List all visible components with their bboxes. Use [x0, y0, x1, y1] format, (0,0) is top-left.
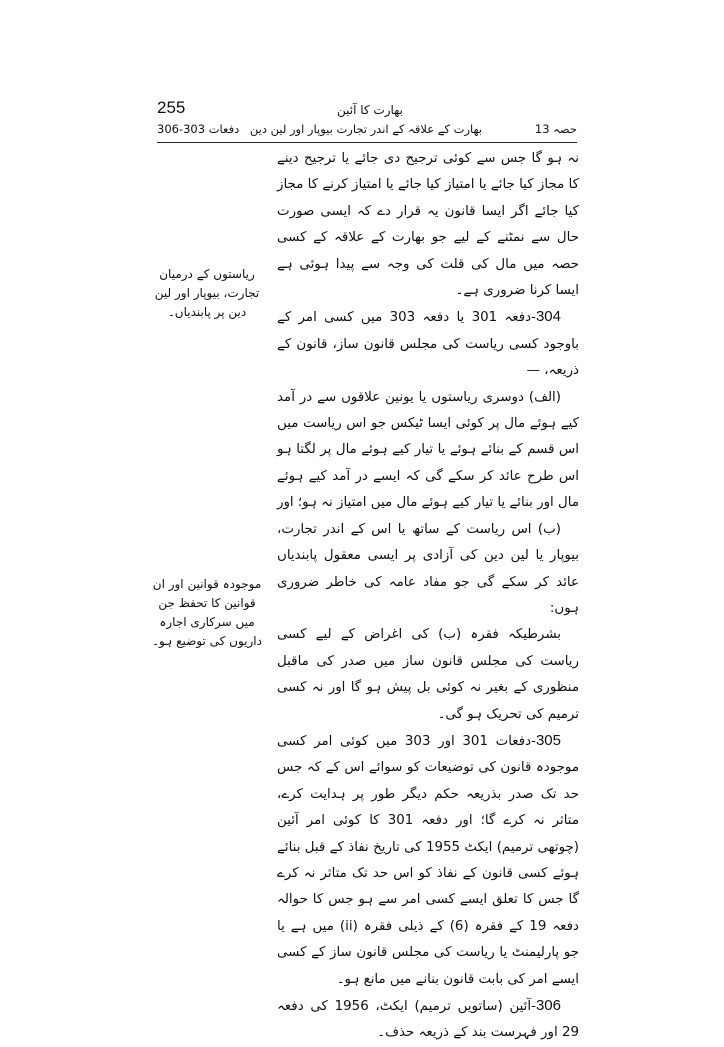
margin-note-304: ریاستوں کے درمیان تجارت، بیوپار اور لین دین پر پابندیاں۔	[154, 267, 260, 319]
clause-b: (ب) اس ریاست کے ساتھ یا اس کے اندر تجارت، بیوپار یا لین دین کی آزادی پر ایسی معقول پابندیاں عائد کر سکے گی جو مفاد عامہ کی خاطر ضروری ہوں:	[277, 521, 579, 616]
article-306	[277, 993, 579, 1047]
running-header	[157, 122, 577, 140]
article-305-number: 305	[535, 731, 561, 749]
article-304-text: -دفعہ 301 یا دفعہ 303 میں کسی امر کے باوجود کسی ریاست کی مجلس قانون ساز، قانون کے ذریعہ، —	[277, 310, 579, 379]
article-306-text: -آئین (ساتویں ترمیم) ایکٹ، 1956 کی دفعہ 29 اور فہرست بند کے ذریعہ حذف۔	[277, 999, 579, 1041]
article-305-text: -دفعات 301 اور 303 میں کوئی امر کسی موجودہ قانون کی توضیعات کو سوائے اس کے کہ جس حد تک صدر بذریعہ حکم دیگر طور پر ہدایت کرے، متاثر نہ کرے گا؛ اور دفعہ 301 کا کوئی امر آئین (چوتھی ترمیم) ایکٹ 1955 کی تاریخ نفاذ کے قبل بنائے ہوئے کسی قانون کے نفاذ کو اس حد تک متاثر نہ کرے گا جس کا تعلق ایسے کسی امر سے ہو جس کا حوالہ دفعہ 19 کے فقرہ (6) کے ذیلی فقرہ (ii) میں ہے یا جو پارلیمنٹ یا ریاست کی مجلس قانون ساز کے کسی ایسے امر کی بابت قانون بنانے میں مانع ہو۔	[277, 733, 580, 987]
margin-note-305: موجودہ قوانین اور ان قوانین کا تحفظ جن میں سرکاری اجارہ داریوں کی توضیع ہو۔	[152, 577, 262, 648]
running-header-title: بھارت کا آئین	[336, 103, 404, 117]
article-304-number: 304	[535, 308, 561, 326]
article-306-number: 306	[535, 997, 561, 1014]
article-305	[277, 728, 579, 993]
main-text-column	[277, 146, 579, 1047]
clause-a: (الف) دوسری ریاستوں یا یونین علاقوں سے در آمد کیے ہوئے مال پر کوئی ایسا ٹیکس جو اس ریاست میں اس قسم کے بنائے ہوئے یا تیار کیے ہوئے مال پر لگتا ہو اس طرح عائد کر سکے گی کہ ایسے در آمد کیے ہوئے مال اور بنائے یا تیار کیے ہوئے مال میں امتیاز نہ ہو؛ اور	[276, 389, 579, 511]
page-number: 255	[157, 98, 186, 117]
proviso: بشرطیکہ فقرہ (ب) کی اغراض کے لیے کسی ریاست کی مجلس قانون ساز میں صدر کی ماقبل منظوری کے بغیر نہ کوئی بل پیش ہو گا اور نہ کسی ترمیم کی تحریک ہو گی۔	[277, 627, 579, 722]
header-part-label: حصہ 13	[534, 122, 577, 136]
article-304	[277, 304, 579, 384]
header-section-range: دفعات 303-306	[157, 122, 240, 136]
header-divider	[157, 142, 577, 143]
header-subtitle: بھارت کے علاقہ کے اندر تجارت بیوپار اور لین دین	[249, 122, 482, 136]
paragraph-continuation: نہ ہو گا جس سے کوئی ترجیح دی جائے یا ترجیح دینے کا مجاز کیا جائے یا امتیاز کیا جائے یا امتیاز کرنے کا مجاز کیا جائے اگر ایسا قانون یہ قرار دے کہ ایسی صورت حال سے نمٹنے کے لیے جو بھارت کے علاقہ کے کسی حصہ میں مال کی قلت کی وجہ سے پیدا ہوئی ہے ایسا کرنا ضروری ہے۔	[277, 151, 579, 299]
